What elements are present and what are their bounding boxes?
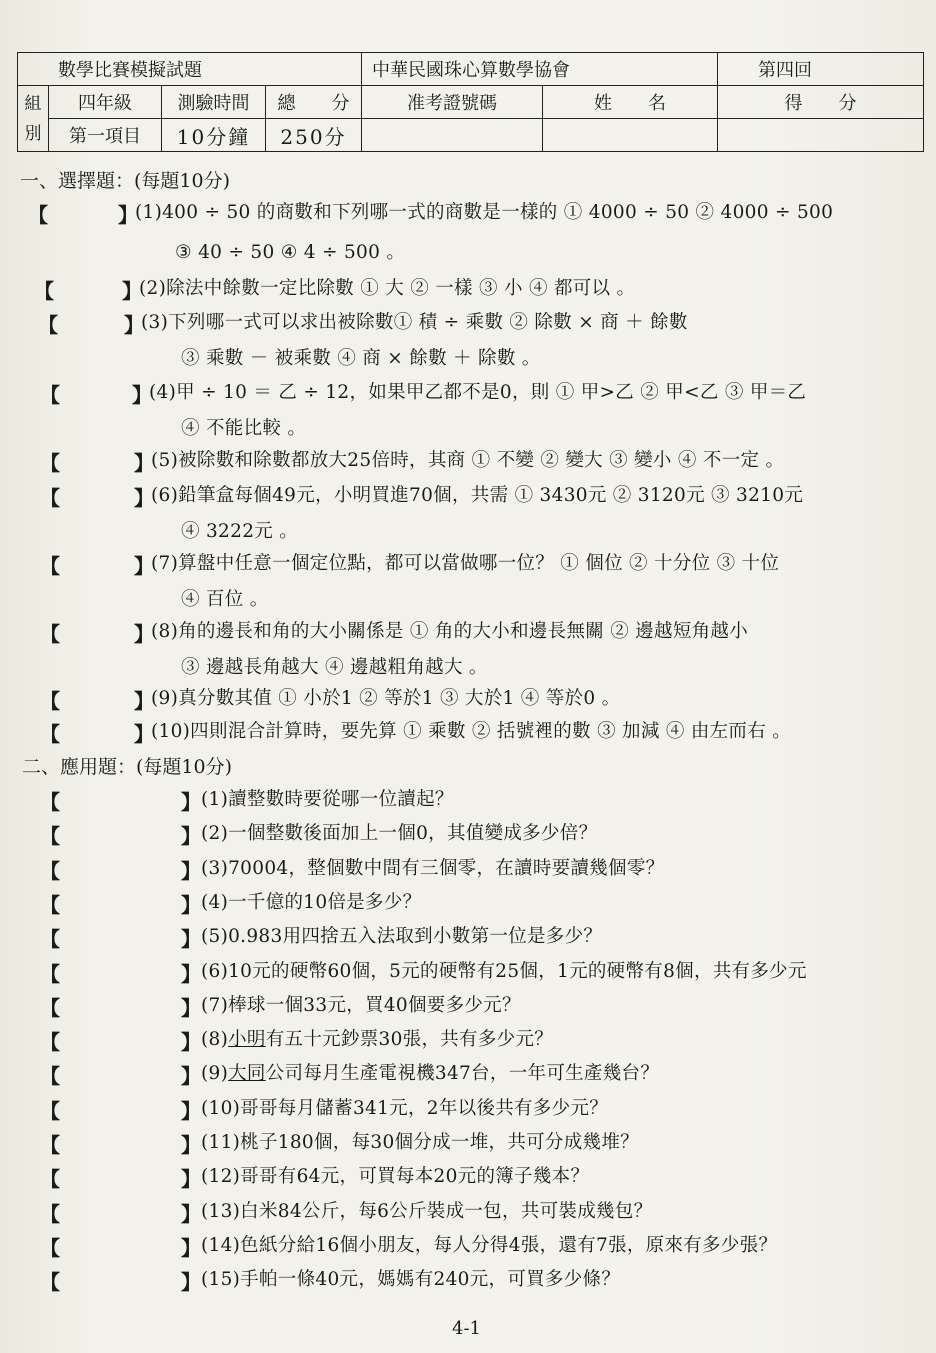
- answer-blank[interactable]: [56, 274, 120, 298]
- total-value: 250分: [266, 119, 362, 152]
- answer-blank[interactable]: [62, 1231, 180, 1255]
- answer-blank[interactable]: [62, 717, 132, 741]
- answer-bracket-close: 】: [181, 996, 201, 1020]
- question-text: (8)小明有五十元鈔票30張，共有多少元？: [201, 1029, 554, 1050]
- answer-blank[interactable]: [60, 308, 122, 332]
- test-time-label: 測驗時間: [162, 86, 266, 119]
- answer-bracket-close: 】: [181, 859, 201, 883]
- question-text-cont: ④ 不能比較 。: [181, 418, 307, 439]
- name-label: 姓 名: [543, 86, 718, 119]
- time-value: 10分鐘: [162, 119, 266, 152]
- question-text: (3)下列哪一式可以求出被除數① 積 ÷ 乘數 ② 除數 × 商 ＋ 餘數: [141, 312, 688, 333]
- answer-bracket-open: 【: [40, 689, 60, 713]
- answer-bracket-close: 】: [132, 383, 152, 407]
- answer-bracket-close: 】: [134, 486, 154, 510]
- answer-bracket-close: 】: [122, 279, 142, 303]
- answer-bracket-close: 】: [181, 790, 201, 814]
- answer-bracket-close: 】: [181, 1030, 201, 1054]
- answer-bracket-close: 】: [181, 893, 201, 917]
- question-text: (1)400 ÷ 50 的商數和下列哪一式的商數是一樣的 ① 4000 ÷ 50 ② 4000 ÷ 500: [135, 202, 834, 223]
- question-text: (5)0.983用四捨五入法取到小數第一位是多少？: [201, 926, 603, 947]
- answer-blank[interactable]: [62, 1265, 180, 1289]
- answer-bracket-close: 】: [134, 722, 154, 746]
- answer-bracket-close: 】: [181, 1167, 201, 1191]
- answer-bracket-close: 】: [181, 962, 201, 986]
- question-text-cont: ③ 40 ÷ 50 ④ 4 ÷ 500 。: [175, 242, 406, 263]
- answer-blank[interactable]: [62, 854, 180, 878]
- answer-bracket-close: 】: [181, 1236, 201, 1260]
- grade-cell: 四年級: [49, 86, 162, 119]
- answer-bracket-open: 【: [40, 790, 60, 814]
- answer-bracket-open: 【: [40, 554, 60, 578]
- answer-bracket-close: 】: [181, 1270, 201, 1294]
- question-text: (9)真分數其值 ① 小於1 ② 等於1 ③ 大於1 ④ 等於0 。: [151, 688, 621, 709]
- answer-blank[interactable]: [62, 888, 180, 912]
- answer-blank[interactable]: [62, 549, 132, 573]
- answer-blank[interactable]: [62, 1094, 180, 1118]
- score-field[interactable]: [718, 119, 924, 152]
- answer-bracket-open: 【: [40, 451, 60, 475]
- section1-title: 一、選擇題：(每題10分): [20, 170, 231, 192]
- answer-bracket-close: 】: [181, 1064, 201, 1088]
- exam-id-field[interactable]: [362, 119, 543, 152]
- question-text: (4)一千億的10倍是多少？: [201, 892, 422, 913]
- answer-bracket-open: 【: [40, 962, 60, 986]
- answer-bracket-close: 】: [134, 554, 154, 578]
- answer-bracket-open: 【: [34, 279, 54, 303]
- group-label-1: 組: [24, 93, 42, 114]
- answer-bracket-close: 】: [124, 313, 144, 337]
- group-label-cell: [18, 86, 49, 152]
- answer-bracket-close: 】: [118, 203, 138, 227]
- answer-blank[interactable]: [62, 1059, 180, 1083]
- answer-blank[interactable]: [62, 1128, 180, 1152]
- answer-bracket-close: 】: [181, 1202, 201, 1226]
- organization-name: 中華民國珠心算數學協會: [362, 53, 718, 86]
- group-label-2: 別: [24, 123, 42, 144]
- question-text: (15)手帕一條40元，媽媽有240元，可買多少條？: [201, 1269, 621, 1290]
- answer-bracket-open: 【: [40, 996, 60, 1020]
- answer-bracket-open: 【: [40, 1270, 60, 1294]
- question-text-cont: ④ 3222元 。: [181, 521, 299, 542]
- item-cell: 第一項目: [49, 119, 162, 152]
- question-text: (6)10元的硬幣60個，5元的硬幣有25個，1元的硬幣有8個，共有多少元: [201, 961, 807, 982]
- answer-bracket-open: 【: [40, 1064, 60, 1088]
- answer-bracket-close: 】: [181, 1133, 201, 1157]
- answer-bracket-close: 】: [134, 622, 154, 646]
- answer-bracket-open: 【: [40, 1030, 60, 1054]
- answer-blank[interactable]: [62, 378, 130, 402]
- question-text: (7)棒球一個33元，買40個要多少元？: [201, 995, 521, 1016]
- round-label: 第四回: [718, 53, 924, 86]
- question-text: (10)哥哥每月儲蓄341元，2年以後共有多少元？: [201, 1098, 609, 1119]
- question-text: (4)甲 ÷ 10 ＝ 乙 ÷ 12，如果甲乙都不是0，則 ① 甲>乙 ② 甲<乙 ③ 甲＝乙: [149, 382, 807, 403]
- question-text: (2)一個整數後面加上一個0，其值變成多少倍？: [201, 823, 598, 844]
- total-label: 總 分: [266, 86, 362, 119]
- answer-bracket-open: 【: [40, 622, 60, 646]
- answer-blank[interactable]: [62, 819, 180, 843]
- question-text: (12)哥哥有64元，可買每本20元的簿子幾本？: [201, 1166, 590, 1187]
- answer-bracket-close: 】: [134, 689, 154, 713]
- answer-bracket-open: 【: [40, 1202, 60, 1226]
- score-label: 得 分: [718, 86, 924, 119]
- question-text: (3)70004，整個數中間有三個零，在讀時要讀幾個零？: [201, 858, 665, 879]
- answer-bracket-close: 】: [181, 1099, 201, 1123]
- answer-blank[interactable]: [50, 198, 116, 222]
- exam-title: 數學比賽模擬試題: [18, 53, 362, 86]
- answer-bracket-open: 【: [40, 383, 60, 407]
- answer-bracket-close: 】: [181, 927, 201, 951]
- section2-title: 二、應用題：(每題10分): [22, 756, 233, 778]
- answer-bracket-open: 【: [40, 893, 60, 917]
- answer-bracket-open: 【: [40, 1236, 60, 1260]
- answer-blank[interactable]: [62, 785, 180, 809]
- question-text: (5)被除數和除數都放大25倍時，其商 ① 不變 ② 變大 ③ 變小 ④ 不一定 。: [151, 450, 785, 471]
- question-text: (8)角的邊長和角的大小關係是 ① 角的大小和邊長無關 ② 邊越短角越小: [151, 621, 749, 642]
- question-text: (14)色紙分給16個小朋友，每人分得4張，還有7張，原來有多少張？: [201, 1235, 778, 1256]
- answer-bracket-open: 【: [40, 722, 60, 746]
- answer-blank[interactable]: [62, 1162, 180, 1186]
- question-text-cont: ③ 邊越長角越大 ④ 邊越粗角越大 。: [181, 657, 488, 678]
- answer-blank[interactable]: [62, 684, 132, 708]
- answer-bracket-close: 】: [181, 824, 201, 848]
- answer-blank[interactable]: [62, 446, 132, 470]
- answer-bracket-open: 【: [28, 203, 48, 227]
- answer-bracket-open: 【: [40, 1133, 60, 1157]
- answer-blank[interactable]: [62, 991, 180, 1015]
- exam-id-label: 准考證號碼: [362, 86, 543, 119]
- question-text: (10)四則混合計算時，要先算 ① 乘數 ② 括號裡的數 ③ 加減 ④ 由左而右 。: [151, 721, 792, 742]
- name-field[interactable]: [543, 119, 718, 152]
- answer-bracket-open: 【: [40, 927, 60, 951]
- answer-blank[interactable]: [62, 481, 132, 505]
- question-text-cont: ④ 百位 。: [181, 589, 269, 610]
- answer-blank[interactable]: [62, 922, 180, 946]
- page-number: 4-1: [452, 1318, 481, 1339]
- answer-bracket-close: 】: [134, 451, 154, 475]
- question-text: (11)桃子180個，每30個分成一堆，共可分成幾堆？: [201, 1132, 639, 1153]
- answer-blank[interactable]: [62, 1197, 180, 1221]
- header-table: [17, 52, 924, 152]
- question-text: (13)白米84公斤，每6公斤裝成一包，共可裝成幾包？: [201, 1201, 653, 1222]
- question-text-cont: ③ 乘數 － 被乘數 ④ 商 × 餘數 ＋ 除數 。: [181, 348, 541, 369]
- answer-blank[interactable]: [62, 1025, 180, 1049]
- question-text: (7)算盤中任意一個定位點，都可以當做哪一位？ ① 個位 ② 十分位 ③ 十位: [151, 553, 780, 574]
- answer-bracket-open: 【: [38, 313, 58, 337]
- answer-blank[interactable]: [62, 617, 132, 641]
- answer-bracket-open: 【: [40, 486, 60, 510]
- question-text: (9)大同公司每月生產電視機347台，一年可生產幾台？: [201, 1063, 660, 1084]
- question-text: (6)鉛筆盒每個49元，小明買進70個，共需 ① 3430元 ② 3120元 ③ 3210元: [151, 485, 804, 506]
- question-text: (2)除法中餘數一定比除數 ① 大 ② 一樣 ③ 小 ④ 都可以 。: [139, 278, 636, 299]
- answer-blank[interactable]: [62, 957, 180, 981]
- answer-bracket-open: 【: [40, 824, 60, 848]
- answer-bracket-open: 【: [40, 859, 60, 883]
- answer-bracket-open: 【: [40, 1167, 60, 1191]
- answer-bracket-open: 【: [40, 1099, 60, 1123]
- question-text: (1)讀整數時要從哪一位讀起？: [201, 789, 454, 810]
